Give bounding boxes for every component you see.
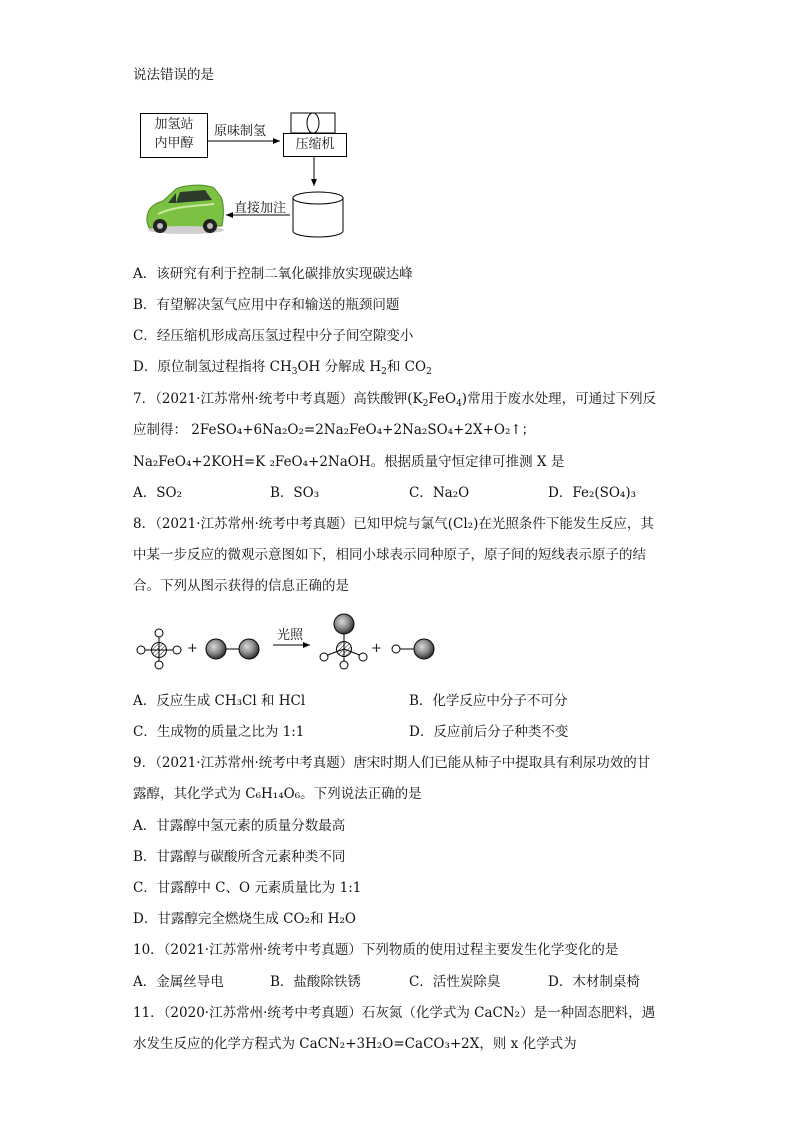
q8-stem-line3: 合。下列从图示获得的信息正确的是 (133, 578, 349, 594)
q8-option-d: D．反应前后分子种类不变 (409, 724, 569, 740)
q6-option-b: B．有望解决氢气应用中存和输送的瓶颈问题 (133, 297, 400, 313)
q8-option-c: C．生成物的质量之比为 1:1 (133, 724, 305, 740)
q8-option-a: A．反应生成 CH₃Cl 和 HCl (133, 693, 306, 709)
q7-option-a: A．SO₂ (133, 485, 182, 501)
hydrogen-production-label: 原味制氢 (214, 124, 267, 139)
q10-stem: 10．（2021·江苏常州·统考中考真题）下列物质的使用过程主要发生化学变化的是 (133, 942, 619, 958)
q7-stem-line2: 应制得： 2FeSO₄+6Na₂O₂=2Na₂FeO₄+2Na₂SO₄+2X+O₂↑； (133, 422, 536, 438)
q7-option-d: D．Fe₂(SO₄)₃ (548, 485, 637, 501)
q11-stem-line2: 水发生反应的化学方程式为 CaCN₂+3H₂O=CaCO₃+2X，则 x 化学式为 (133, 1036, 577, 1052)
q8-stem-line2: 中某一步反应的微观示意图如下，相同小球表示同种原子，原子间的短线表示原子的结 (133, 547, 646, 563)
q7-option-c: C．Na₂O (409, 485, 470, 501)
plus-sign-2: + (371, 641, 382, 656)
q9-option-c: C．甘露醇中 C、O 元素质量比为 1:1 (133, 880, 362, 896)
q7-stem-line3: Na₂FeO₄+2KOH=K ₂FeO₄+2NaOH。根据质量守恒定律可推测 X 是 (133, 454, 565, 470)
methane-molecule (137, 629, 181, 669)
q10-option-c: C．活性炭除臭 (409, 974, 501, 990)
chlorine-molecule (206, 639, 259, 659)
hydrogen-chloride-molecule (392, 639, 434, 659)
chloromethane-molecule (320, 614, 367, 669)
q9-option-d: D．甘露醇完全燃烧生成 CO₂和 H₂O (133, 911, 356, 927)
q8-option-b: B．化学反应中分子不可分 (409, 693, 568, 709)
q6-option-c: C．经压缩机形成高压氢过程中分子间空隙变小 (133, 328, 414, 344)
q10-option-d: D．木材制桌椅 (548, 974, 640, 990)
q9-stem-line2: 露醇，其化学式为 C₆H₁₄O₆。下列说法正确的是 (133, 786, 422, 802)
q8-stem-line1: 8．（2021·江苏常州·统考中考真题）已知甲烷与氯气(Cl₂)在光照条件下能发生反应，其 (133, 516, 654, 532)
q10-option-b: B．盐酸除铁锈 (270, 974, 361, 990)
q6-option-d: D．原位制氢过程指将 $CH_3OH$ 分解成 $H_2$和 $CO_2$ (133, 359, 432, 377)
reaction-condition-label: 光照 (277, 628, 304, 643)
q6-option-a: A．该研究有利于控制二氧化碳排放实现碳达峰 (133, 266, 413, 282)
plus-sign-1: + (187, 641, 198, 656)
q9-stem-line1: 9．（2021·江苏常州·统考中考真题）唐宋时期人们已能从柿子中提取具有利尿功效的甘 (133, 755, 651, 771)
q9-option-b: B．甘露醇与碳酸所含元素种类不同 (133, 849, 346, 865)
intro-text: 说法错误的是 (133, 67, 214, 83)
q10-options (133, 973, 653, 991)
compressor-label: 压缩机 (295, 137, 335, 152)
q8-options-row2 (133, 723, 653, 741)
q11-stem-line1: 11．（2020·江苏常州·统考中考真题）石灰氮（化学式为 CaCN₂）是一种固态肥料，遇 (133, 1005, 656, 1021)
q8-options-row1 (133, 692, 653, 710)
q10-option-a: A．金属丝导电 (133, 974, 224, 990)
station-label-line2: 内甲醇 (154, 136, 194, 151)
q7-stem-line1: 7．（2021·江苏常州·统考中考真题）高铁酸钾$(K_2FeO_4)$常用于废水处理，可通过下列反 (133, 391, 657, 409)
q7-option-b: B．SO₃ (270, 485, 320, 501)
q9-option-a: A．甘露醇中氢元素的质量分数最高 (133, 818, 346, 834)
direct-fill-label: 直接加注 (234, 201, 287, 216)
station-label-line1: 加氢站 (154, 117, 194, 132)
